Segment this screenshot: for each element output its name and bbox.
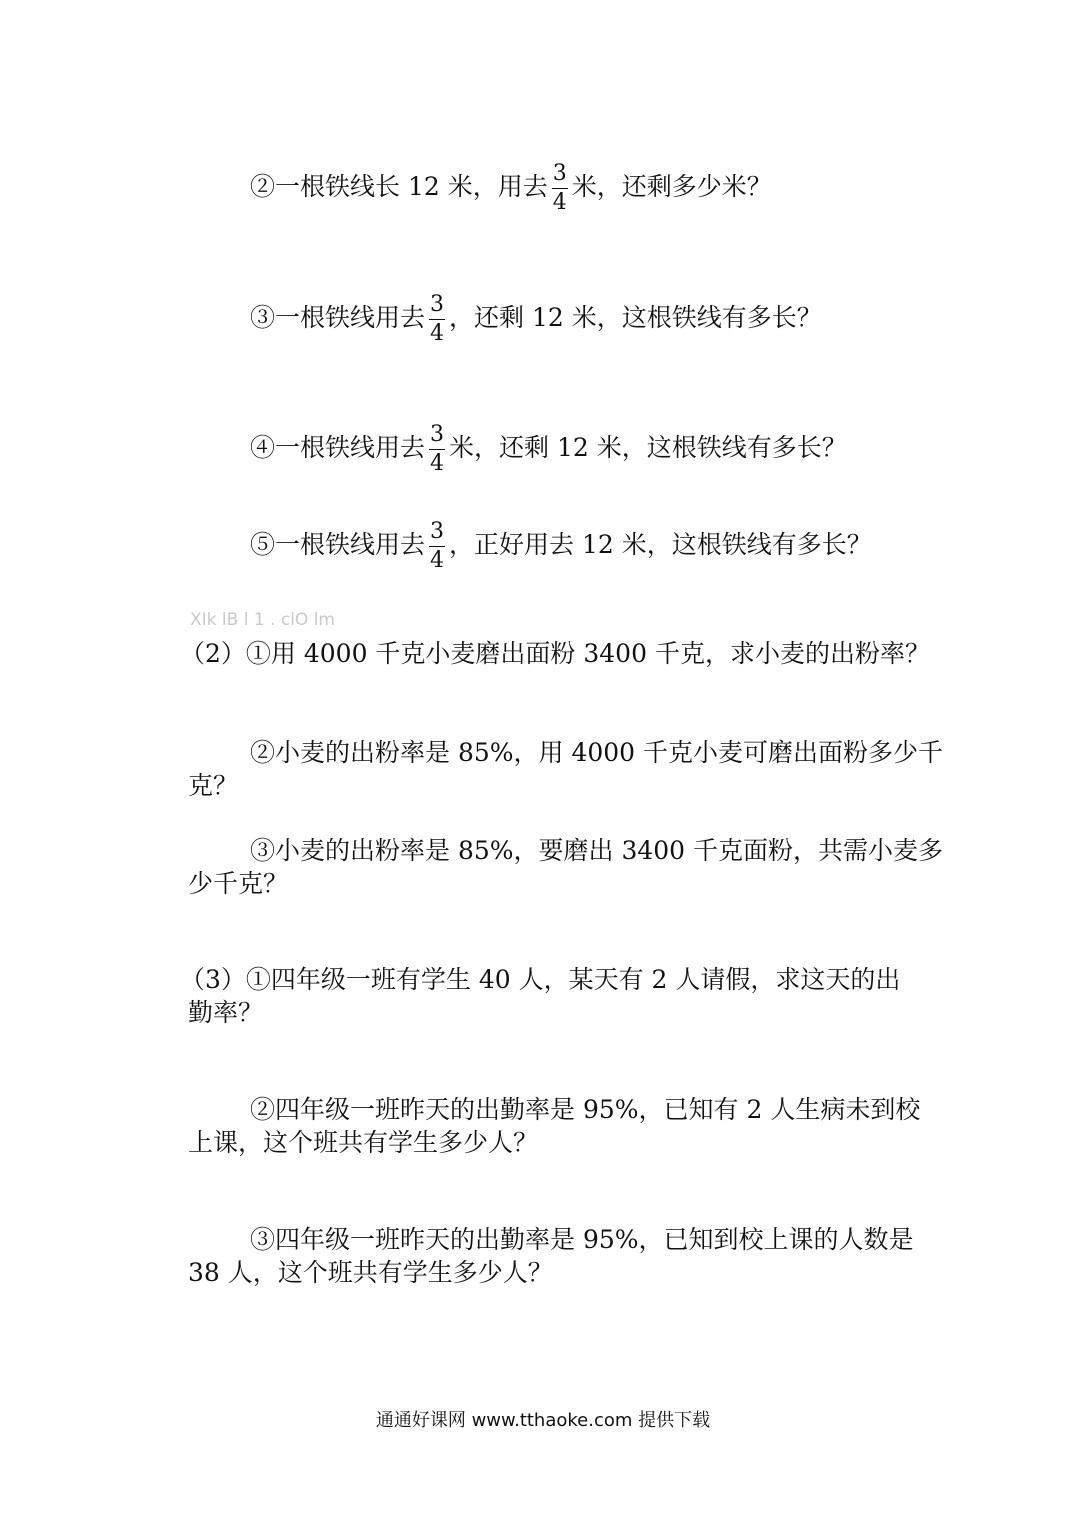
watermark: XIk lB l 1 . clO lm [190, 610, 335, 630]
question-3-3-line2: 38 人，这个班共有学生多少人？ [188, 1258, 553, 1287]
question-1-3 [250, 294, 822, 345]
question-text: ③一根铁线用去 [250, 303, 426, 332]
question-3-1-line2: 勤率？ [188, 998, 264, 1027]
fraction: $\frac{3}{4}$ [430, 519, 445, 573]
question-2-3-line1: ③小麦的出粉率是 85%，要磨出 3400 千克面粉，共需小麦多 [250, 836, 944, 865]
question-2-3-line2: 少千克？ [188, 869, 289, 898]
fraction: $\frac{3}{4}$ [430, 422, 445, 476]
question-2-2-line2: 克？ [188, 771, 239, 800]
fraction: $\frac{3}{4}$ [430, 292, 445, 346]
question-1-5 [250, 521, 872, 572]
question-text: ④一根铁线用去 [250, 433, 426, 462]
question-2-1: （2）①用 4000 千克小麦磨出面粉 3400 千克，求小麦的出粉率？ [180, 639, 930, 668]
footer-credit: 通通好课网 www.tthaoke.com 提供下载 [375, 1410, 711, 1431]
question-text: 米，还剩 12 米，这根铁线有多长？ [449, 433, 847, 462]
fraction: $\frac{3}{4}$ [552, 161, 567, 215]
question-text: ，还剩 12 米，这根铁线有多长？ [449, 303, 822, 332]
question-1-2 [250, 163, 772, 214]
question-1-4 [250, 424, 847, 475]
question-2-2-line1: ②小麦的出粉率是 85%，用 4000 千克小麦可磨出面粉多少千 [250, 738, 944, 767]
question-3-2-line1: ②四年级一班昨天的出勤率是 95%，已知有 2 人生病未到校 [250, 1095, 921, 1124]
question-3-3-line1: ③四年级一班昨天的出勤率是 95%，已知到校上课的人数是 [250, 1225, 914, 1254]
question-3-1-line1: （3）①四年级一班有学生 40 人，某天有 2 人请假，求这天的出 [180, 965, 901, 994]
question-text: 米，还剩多少米？ [571, 172, 772, 201]
question-text: ②一根铁线长 12 米，用去 [250, 172, 548, 201]
question-text: ，正好用去 12 米，这根铁线有多长？ [449, 530, 872, 559]
question-3-2-line2: 上课，这个班共有学生多少人？ [188, 1128, 539, 1157]
question-text: ⑤一根铁线用去 [250, 530, 426, 559]
